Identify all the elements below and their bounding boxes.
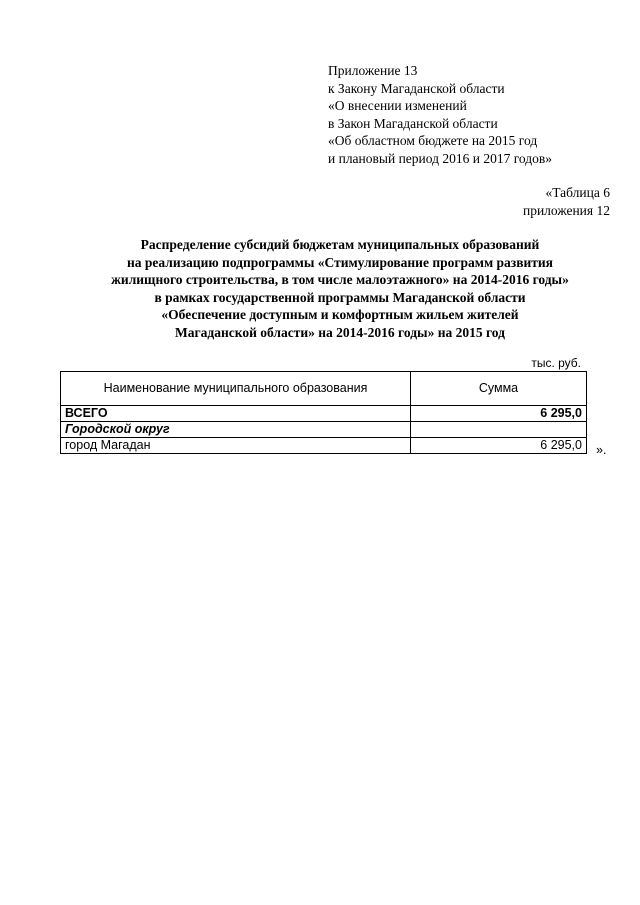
- cell-name: ВСЕГО: [61, 406, 411, 422]
- document-title: [40, 236, 640, 342]
- cell-amount: [411, 422, 587, 438]
- units-label: тыс. руб.: [531, 356, 581, 370]
- title-line: в рамках государственной программы Магаданской области: [154, 289, 526, 305]
- cell-name: город Магадан: [61, 438, 411, 454]
- appendix-header: [328, 62, 552, 167]
- table-reference: [523, 184, 610, 219]
- cell-name: Городской округ: [61, 422, 411, 438]
- table-row: [61, 406, 587, 422]
- cell-amount: 6 295,0: [411, 438, 587, 454]
- title-line: жилищного строительства, в том числе малоэтажного» на 2014-2016 годы»: [111, 272, 569, 288]
- table-row: [61, 438, 587, 454]
- cell-amount: 6 295,0: [411, 406, 587, 422]
- title-line: на реализацию подпрограммы «Стимулирование программ развития: [127, 254, 553, 270]
- table-reference-line: приложения 12: [522, 202, 610, 218]
- title-line: Магаданской области» на 2014-2016 годы» на 2015 год: [175, 324, 505, 340]
- appendix-line: к Закону Магаданской области: [328, 80, 505, 96]
- title-line: «Обеспечение доступным и комфортным жильем жителей: [161, 307, 519, 323]
- header-municipality: Наименование муниципального образования: [61, 372, 411, 406]
- appendix-line: «Об областном бюджете на 2015 год: [328, 133, 538, 148]
- table-row: [61, 422, 587, 438]
- closing-quote-mark: ».: [596, 443, 607, 457]
- appendix-line: «О внесении изменений: [328, 98, 467, 113]
- subsidy-table: [60, 371, 587, 454]
- appendix-line: Приложение 13: [328, 63, 418, 78]
- title-line: Распределение субсидий бюджетам муниципальных образований: [140, 237, 540, 252]
- appendix-line: в Закон Магаданской области: [328, 115, 498, 131]
- header-amount: Сумма: [411, 372, 587, 406]
- appendix-line: и плановый период 2016 и 2017 годов»: [328, 150, 553, 166]
- table-reference-line: «Таблица 6: [545, 185, 610, 200]
- table-header-row: [61, 372, 587, 406]
